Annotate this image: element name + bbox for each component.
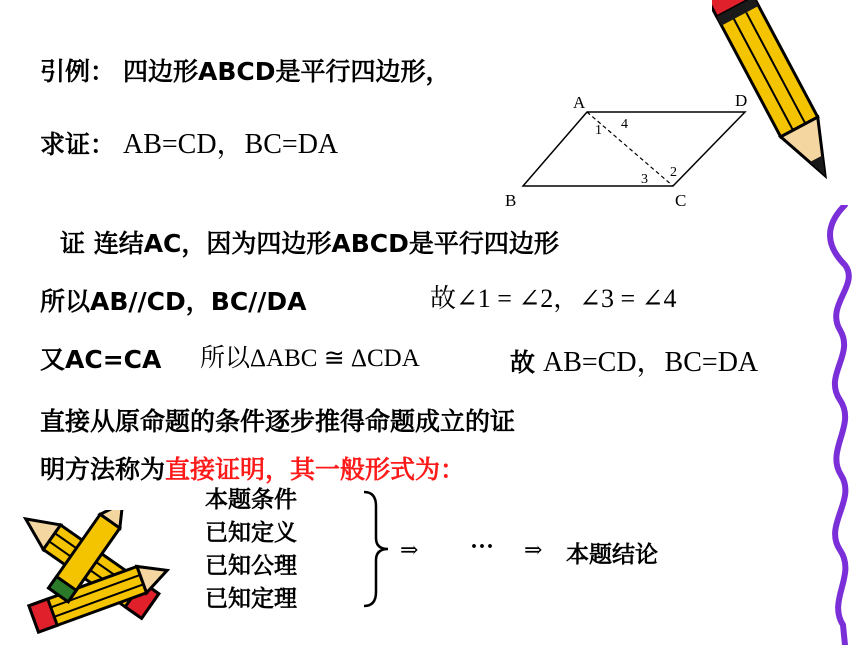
vertex-label-c: C [675,191,687,210]
vertex-label-d: D [735,91,748,110]
angle-label-1: 1 [595,123,602,138]
vertex-label-b: B [505,191,517,210]
example-line [40,52,450,88]
conditions-list [205,484,297,616]
pencils-decoration-bottom-left [0,510,175,645]
definition-line-2 [40,450,465,486]
condition-item: 已知定义 [205,520,297,546]
definition-line-1: 直接从原命题的条件逐步推得命题成立的证 [40,407,516,436]
angle-label-3: 3 [641,172,648,187]
example-prefix: 引例： [40,57,116,86]
ellipsis-dots: ··· [470,534,495,560]
squiggle-decoration [815,205,860,645]
proof-line-1-text: 证 连结AC，因为四边形ABCD是平行四边形 [60,229,559,258]
implies-arrow-2: ⇒ [524,537,543,562]
proof-line-2 [40,282,307,318]
prove-text: AB=CD，BC=DA [122,129,339,160]
example-text: 四边形ABCD是平行四边形， [122,57,451,86]
angle-label-2: 2 [670,165,677,180]
condition-item: 本题条件 [205,487,297,513]
proof-line-1 [60,224,559,260]
definition-line-2-a: 明方法称为 [40,455,166,484]
proof-line-3-left-text: 又AC=CA [40,345,162,374]
implies-arrow-1: ⇒ [400,537,419,562]
proof-line-3-right-b: AB=CD，BC=DA [542,347,759,378]
proof-line-3-left [40,340,161,376]
proof-line-2-right: 故∠1 = ∠2，∠3 = ∠4 [430,284,677,313]
angle-label-4: 4 [621,117,628,132]
condition-item: 已知定理 [205,586,297,612]
proof-line-3-mid: 所以ΔABC ≅ ΔCDA [200,345,420,372]
right-brace [360,488,394,610]
parallelogram-outline [523,112,745,186]
condition-item: 已知公理 [205,553,297,579]
parallelogram-figure [495,88,775,216]
conclusion-text: 本题结论 [566,542,658,568]
proof-line-3-right [510,340,758,380]
vertex-label-a: A [573,93,586,112]
prove-prefix: 求证： [40,130,116,159]
proof-line-3-right-a: 故 [510,348,536,377]
prove-line [40,122,338,162]
proof-line-2-left: 所以AB//CD，BC//DA [40,287,307,316]
definition-highlight: 直接证明，其一般形式为： [165,455,466,484]
